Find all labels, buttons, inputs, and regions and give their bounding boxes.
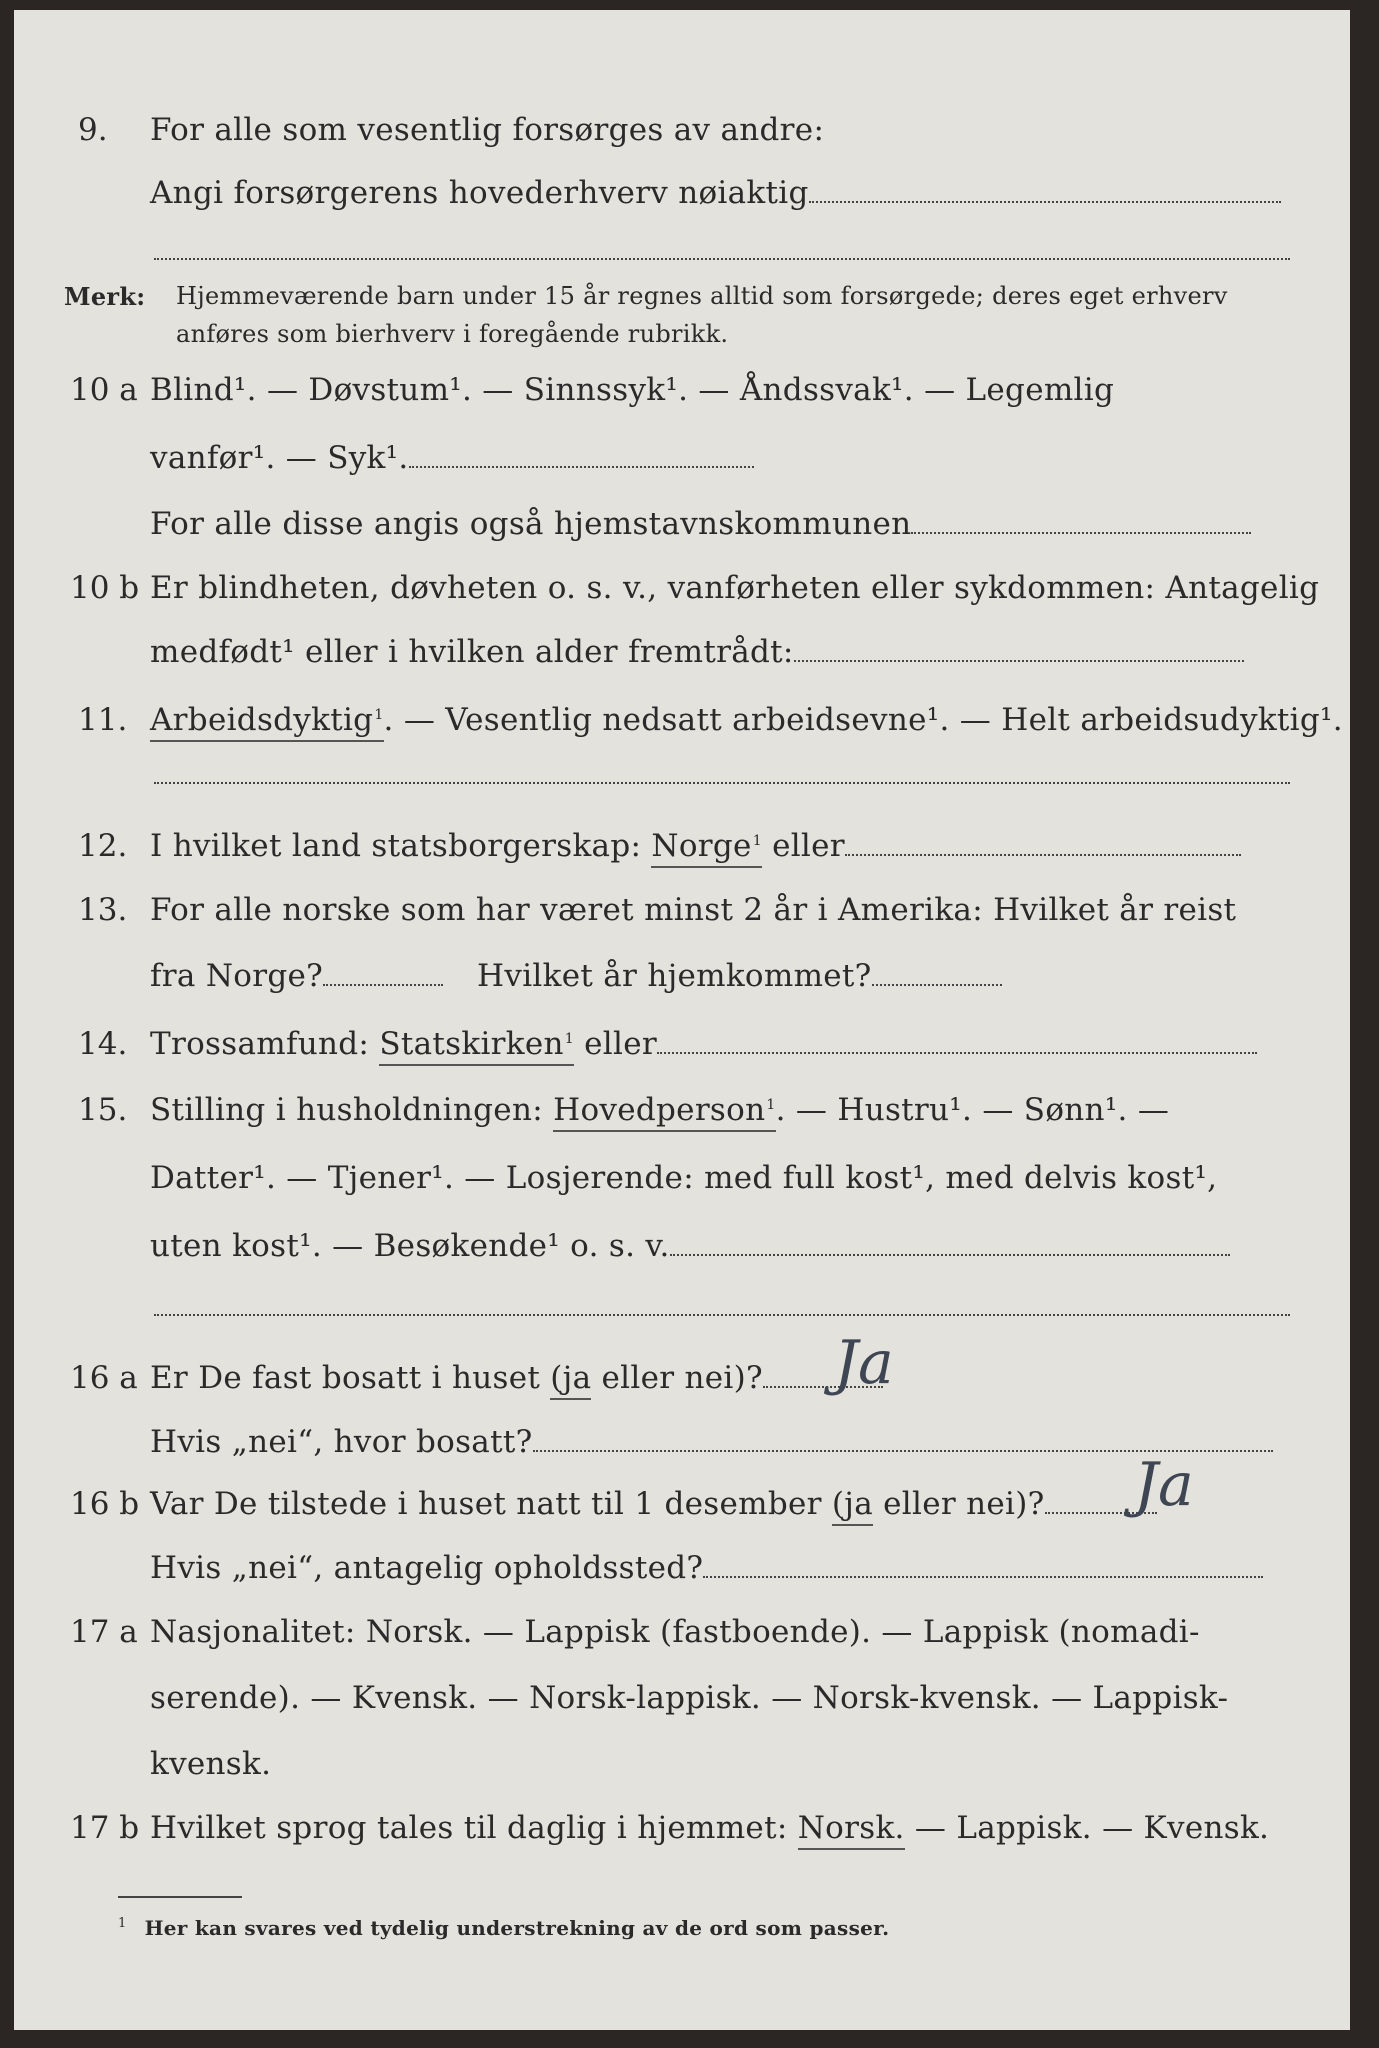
q15-line3-text: uten kost¹. — Besøkende¹ o. s. v. [150,1228,670,1264]
q15-text-c: . — Hustru¹. — Sønn¹. — [775,1092,1170,1128]
q16a-line1 [150,1360,883,1396]
q9-line2-text: Angi forsørgerens hovederhverv nøiaktig [150,175,809,211]
q13-line2 [150,958,1002,994]
q17b-number: 17 b [70,1810,140,1846]
merk-line1: Hjemmeværende barn under 15 år regnes alltid som forsørgede; deres eget erhverv [176,282,1228,310]
q10a-line2-text: vanfør¹. — Syk¹. [150,440,409,476]
q9-line1: For alle som vesentlig forsørges av andre: [150,112,825,148]
q10a-home-line[interactable] [911,532,1251,534]
q16a-handwritten-answer: Ja [834,1328,894,1398]
q9-answer-line[interactable] [809,201,1281,203]
q15-line2: Datter¹. — Tjener¹. — Losjerende: med full kost¹, med delvis kost¹, [150,1160,1218,1196]
q15-underlined-option[interactable] [553,1092,775,1132]
q17a-line2: serende). — Kvensk. — Norsk-lappisk. — Norsk-kvensk. — Lappisk- [150,1680,1229,1716]
q11-sup: 1 [374,706,384,723]
q12-text-a: I hvilket land statsborgerskap: [150,828,652,864]
q10b-answer-line[interactable] [794,660,1244,662]
q16a-underlined-option[interactable]: (ja [550,1360,591,1400]
q9-line2 [150,175,1281,211]
q17a-line1: Nasjonalitet: Norsk. — Lappisk (fastboende). — Lappisk (nomadi- [150,1614,1200,1650]
q15-sup: 1 [766,1096,776,1113]
q16b-handwritten-answer: Ja [1134,1450,1194,1520]
q10a-line1: Blind¹. — Døvstum¹. — Sinnssyk¹. — Åndssvak¹. — Legemlig [150,372,1115,408]
q17b-text-a: Hvilket sprog tales til daglig i hjemmet: [150,1810,798,1846]
q16a-line2 [150,1424,1273,1460]
q10b-line2-text: medfødt¹ eller i hvilken alder fremtrådt: [150,634,794,670]
q14-answer-line[interactable] [657,1052,1257,1054]
q16b-underlined-option[interactable]: (ja [832,1486,873,1526]
q13-text-b: Hvilket år hjemkommet? [477,958,872,994]
q14-text-c: eller [574,1026,657,1062]
q10a-line3-text: For alle disse angis også hjemstavnskommunen [150,506,912,542]
q13-number: 13. [78,892,128,928]
q11-rest: . — Vesentlig nedsatt arbeidsevne¹. — Helt arbeidsudyktig¹. [383,702,1343,738]
q12-line [150,828,1241,864]
q12-sup: 1 [752,832,762,849]
q12-option: Norge [651,828,752,864]
q10a-answer-line[interactable] [409,466,754,468]
q12-answer-line[interactable] [845,854,1241,856]
q11-number: 11. [78,702,128,738]
q16b-where-line[interactable] [703,1576,1263,1578]
q16b-text-c: eller nei)? [873,1486,1045,1522]
q11-answer-line[interactable] [154,782,1290,784]
q13-reist-line[interactable] [323,984,443,986]
q17b-text-c: — Lappisk. — Kvensk. [904,1810,1270,1846]
q15-text-a: Stilling i husholdningen: [150,1092,554,1128]
q16b-line2 [150,1550,1263,1586]
q15-number: 15. [78,1092,128,1128]
q14-line [150,1026,1257,1062]
q15-option: Hovedperson [553,1092,766,1128]
footnote-text: Her kan svares ved tydelig understrekning av de ord som passer. [144,1916,890,1940]
q10b-line2 [150,634,1244,670]
q9-number: 9. [78,112,108,148]
q14-sup: 1 [564,1030,574,1047]
q11-underlined-option[interactable] [150,702,384,742]
q15-answer-line[interactable] [670,1254,1230,1256]
q10a-line2 [150,440,754,476]
q12-number: 12. [78,828,128,864]
q10b-number: 10 b [70,570,140,606]
q13-text-a: fra Norge? [150,958,324,994]
q17a-line3: kvensk. [150,1746,272,1782]
q9-answer-line-2[interactable] [154,258,1290,260]
census-form-page [14,10,1350,2030]
q10a-line3 [150,506,1251,542]
footnote-mark: 1 [118,1916,127,1932]
q14-option: Statskirken [379,1026,564,1062]
merk-label: Merk: [64,282,146,311]
q14-number: 14. [78,1026,128,1062]
q12-text-c: eller [761,828,845,864]
q15-answer-line-2[interactable] [154,1314,1290,1316]
q13-line1: For alle norske som har været minst 2 år i Amerika: Hvilket år reist [150,892,1237,928]
q11-option-a: Arbeidsdyktig [150,702,374,738]
q17b-line [150,1810,1269,1846]
q16b-number: 16 b [70,1486,140,1522]
q10a-number: 10 a [70,372,138,408]
q15-line3 [150,1228,1230,1264]
footnote [118,1916,889,1940]
q13-hjemkommet-line[interactable] [872,984,1002,986]
q16a-line2-text: Hvis „nei“, hvor bosatt? [150,1424,533,1460]
q10b-line1: Er blindheten, døvheten o. s. v., vanførheten eller sykdommen: Antagelig [150,570,1320,606]
q14-text-a: Trossamfund: [150,1026,380,1062]
q16b-line1 [150,1486,1157,1522]
q12-underlined-option[interactable] [651,828,762,868]
q17b-underlined-option[interactable]: Norsk. [798,1810,905,1850]
merk-line2: anføres som bierhverv i foregående rubrikk. [176,320,729,348]
q16b-line2-text: Hvis „nei“, antagelig opholdssted? [150,1550,704,1586]
q14-underlined-option[interactable] [379,1026,574,1066]
q16b-text-a: Var De tilstede i huset natt til 1 desember [150,1486,832,1522]
q16a-text-a: Er De fast bosatt i huset [150,1360,551,1396]
q11-line [150,702,1343,738]
q15-line1 [150,1092,1169,1128]
footnote-divider [118,1896,242,1898]
q17a-number: 17 a [70,1614,138,1650]
q16a-number: 16 a [70,1360,138,1396]
q16a-text-c: eller nei)? [591,1360,763,1396]
